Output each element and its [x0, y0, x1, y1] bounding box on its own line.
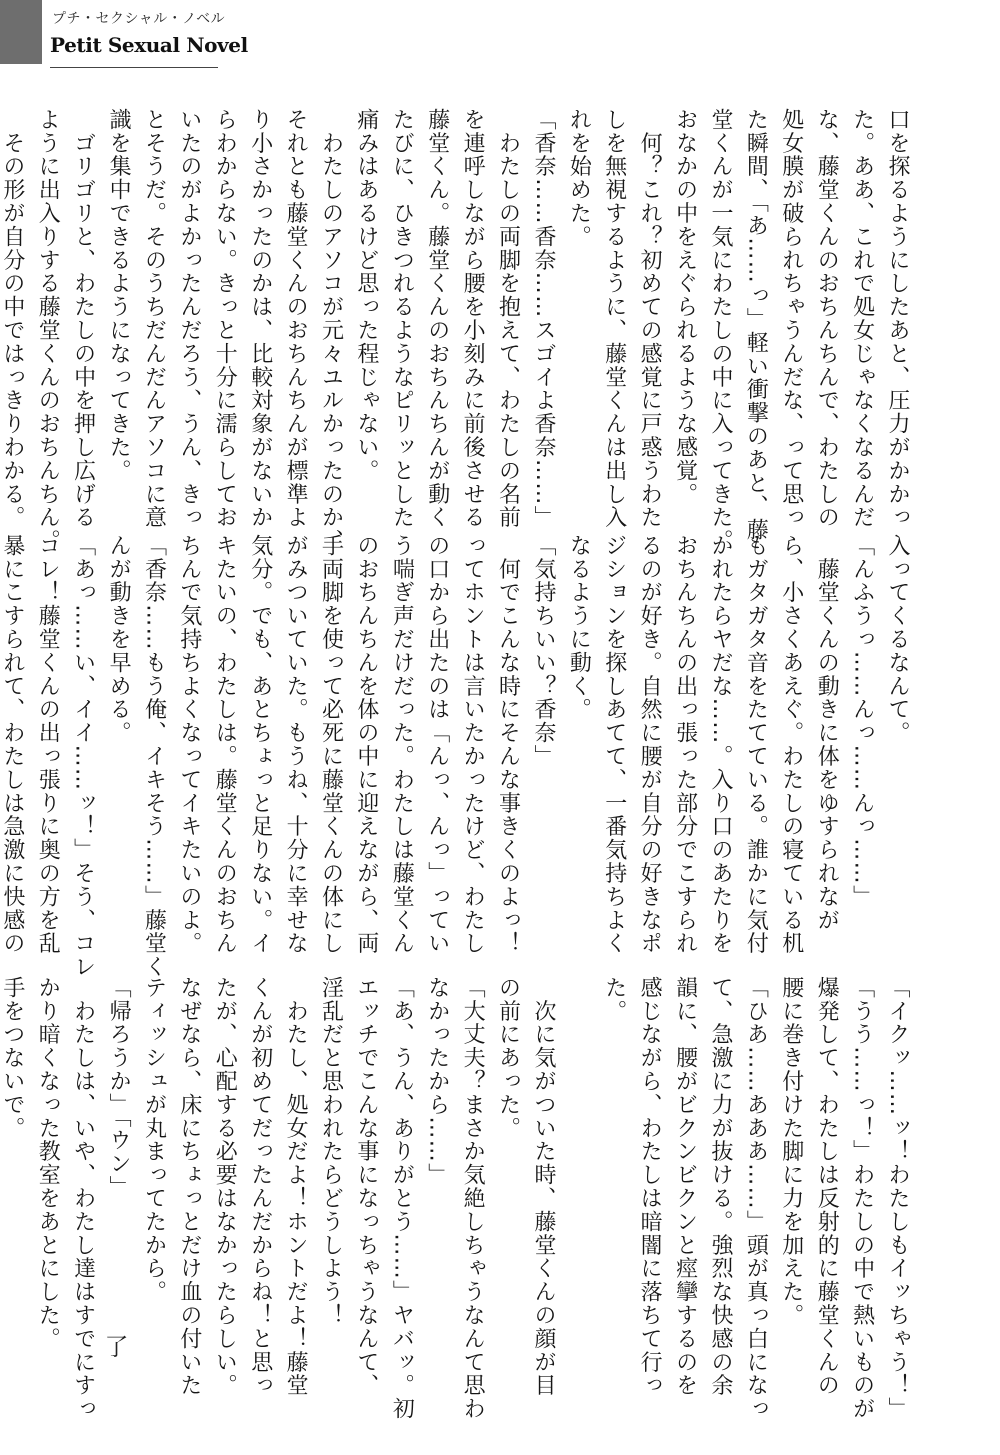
- text-block-bottom: [0, 976, 915, 1421]
- text-line: 「帰ろうか」「ウン」: [106, 976, 132, 1199]
- text-line: ってホントは言いたかったけど、わたし: [460, 534, 486, 956]
- text-line: 暴にこすられて、わたしは急激に快感の: [0, 534, 25, 956]
- header-title: Petit Sexual Novel: [50, 33, 248, 57]
- text-line: れを始めた。: [566, 108, 592, 249]
- text-line: 「大丈夫？まさか気絶しちゃうなんて思わ: [460, 976, 486, 1421]
- text-line: 何？これ？初めての感覚に戸惑うわた: [637, 108, 663, 530]
- text-line: た。: [601, 976, 627, 1023]
- text-line: もガタガタ音をたてている。誰かに気付: [743, 534, 769, 956]
- text-line: の口から出たのは「んっ、んっ」ってい: [424, 534, 450, 956]
- corner-tab: [0, 0, 42, 64]
- text-line: 堂くんが一気にわたしの中に入ってきた。: [707, 108, 733, 553]
- header-rule: [50, 67, 218, 68]
- text-line: 韻に、腰がビクンビクンと痙攣するのを: [672, 976, 698, 1398]
- text-line: るのが好き。自然に腰が自分の好きなポ: [637, 534, 663, 956]
- text-line: 入ってくるなんて。: [885, 534, 910, 745]
- text-block-top: [0, 108, 915, 553]
- end-mark-text: 了: [100, 1334, 128, 1358]
- text-line: 「香奈……香奈……スゴイよ香奈……」: [530, 108, 556, 530]
- text-line: ように出入りする藤堂くんのおちんちん。: [35, 108, 61, 553]
- text-line: ティッシュが丸まってたから。: [141, 976, 167, 1304]
- text-line: おちんちんの出っ張った部分でこすられ: [672, 534, 698, 956]
- header-ruby: プチ・セクシャル・ノベル: [52, 11, 226, 27]
- text-line: の前にあった。: [495, 976, 521, 1140]
- text-line: なかったから……」: [424, 976, 450, 1187]
- text-line: エッチでこんな事になっちゃうなんて、: [353, 976, 379, 1398]
- text-line: 次に気がついた時、藤堂くんの顔が目: [530, 976, 556, 1398]
- text-line: 識を集中できるようになってきた。: [106, 108, 132, 483]
- running-header: [50, 6, 250, 70]
- text-line: 爆発して、わたしは反射的に藤堂くんの: [814, 976, 840, 1398]
- text-line: 藤堂くん。藤堂くんのおちんちんが動く: [424, 108, 450, 530]
- text-line: 「イクッ……ッ！わたしもイッちゃう！」: [885, 976, 910, 1421]
- text-line: のおちんちんを体の中に迎えながら、両: [353, 534, 379, 956]
- text-line: 感じながら、わたしは暗闇に落ちて行っ: [637, 976, 663, 1398]
- text-line: 腰に巻き付けた脚に力を加えた。: [778, 976, 804, 1327]
- text-line: かれたらヤだな……。入り口のあたりを: [707, 534, 733, 956]
- text-line: た。ああ、これで処女じゃなくなるんだ: [849, 108, 875, 530]
- text-line: かり暗くなった教室をあとにした。: [35, 976, 61, 1351]
- text-line: わたし、処女だよ！ホントだよ！藤堂: [283, 976, 309, 1398]
- text-line: 淫乱だと思われたらどうしよう！: [318, 976, 344, 1327]
- text-line: な、藤堂くんのおちんちんで、わたしの: [814, 108, 840, 530]
- text-line: わたしのアソコが元々ユルかったのか、: [318, 108, 344, 553]
- text-line: 手両脚を使って必死に藤堂くんの体にし: [318, 534, 344, 956]
- text-line: らわからない。きっと十分に濡らしてお: [212, 108, 238, 530]
- text-line: て、急激に力が抜ける。強烈な快感の余: [707, 976, 733, 1398]
- text-line: ゴリゴリと、わたしの中を押し広げる: [70, 108, 96, 530]
- text-line: くんが初めてだったんだからね！と思っ: [247, 976, 273, 1398]
- text-line: ちんで気持ちよくなってイキたいのよ。: [176, 534, 202, 956]
- text-line: たびに、ひきつれるようなピリッとした: [389, 108, 415, 530]
- text-line: 「香奈……もう俺、イキそう……」藤堂く: [141, 534, 167, 979]
- text-line: たが、心配する必要はなかったらしい。: [212, 976, 238, 1398]
- text-line: 気分。でも、あとちょっと足りない。イ: [247, 534, 273, 956]
- text-line: それとも藤堂くんのおちんちんが標準よ: [283, 108, 309, 530]
- text-line: なるように動く。: [566, 534, 592, 722]
- text-line: を連呼しながら腰を小刻みに前後させる: [460, 108, 486, 530]
- text-line: り小さかったのかは、比較対象がないか: [247, 108, 273, 530]
- text-line: 藤堂くんの動きに体をゆすられなが: [814, 534, 840, 932]
- text-line: わたしは、いや、わたし達はすでにすっ: [70, 976, 96, 1421]
- text-line: おなかの中をえぐられるような感覚。: [672, 108, 698, 506]
- text-line: ジションを探しあてて、一番気持ちよく: [601, 534, 627, 956]
- text-line: 手をつないで。: [0, 976, 25, 1140]
- text-line: コレ！藤堂くんの出っ張りに奥の方を乱: [35, 534, 61, 956]
- text-line: その形が自分の中ではっきりわかる。: [0, 108, 25, 530]
- text-line: 処女膜が破られちゃうんだな、って思っ: [778, 108, 804, 530]
- text-line: 「気持ちいい？香奈」: [530, 534, 556, 768]
- text-line: 「ひあ……あああ……」頭が真っ白になっ: [743, 976, 769, 1421]
- text-line: キたいの、わたしは。藤堂くんのおちん: [212, 534, 238, 956]
- text-line: んが動きを早める。: [106, 534, 132, 745]
- text-line: 「うう……っ！」わたしの中で熱いものが: [849, 976, 875, 1421]
- text-line: た瞬間、「あ……っ」軽い衝撃のあと、藤: [743, 108, 769, 542]
- end-mark: [92, 1334, 132, 1374]
- text-line: とそうだ。そのうちだんだんアソコに意: [141, 108, 167, 530]
- text-line: 痛みはあるけど思った程じゃない。: [353, 108, 379, 483]
- text-line: しを無視するように、藤堂くんは出し入: [601, 108, 627, 530]
- text-line: 「あっ……い、イイ……ッ！」そう、コレ: [70, 534, 96, 979]
- text-line: 「んふうっ……んっ……んっ……」: [849, 534, 875, 909]
- text-line: ら、小さくあえぐ。わたしの寝ている机: [778, 534, 804, 956]
- text-line: う喘ぎ声だけだった。わたしは藤堂くん: [389, 534, 415, 956]
- text-line: 口を探るようにしたあと、圧力がかかっ: [885, 108, 910, 530]
- text-line: わたしの両脚を抱えて、わたしの名前: [495, 108, 521, 530]
- text-line: 何でこんな時にそんな事きくのよっ！: [495, 534, 521, 956]
- text-block-middle: [0, 534, 915, 979]
- text-line: がみついていた。もうね、十分に幸せな: [283, 534, 309, 956]
- text-line: いたのがよかったんだろう、うん、きっ: [176, 108, 202, 530]
- text-line: なぜなら、床にちょっとだけ血の付いた: [176, 976, 202, 1398]
- text-line: 「あ、うん、ありがとう……」ヤバッ。初: [389, 976, 415, 1421]
